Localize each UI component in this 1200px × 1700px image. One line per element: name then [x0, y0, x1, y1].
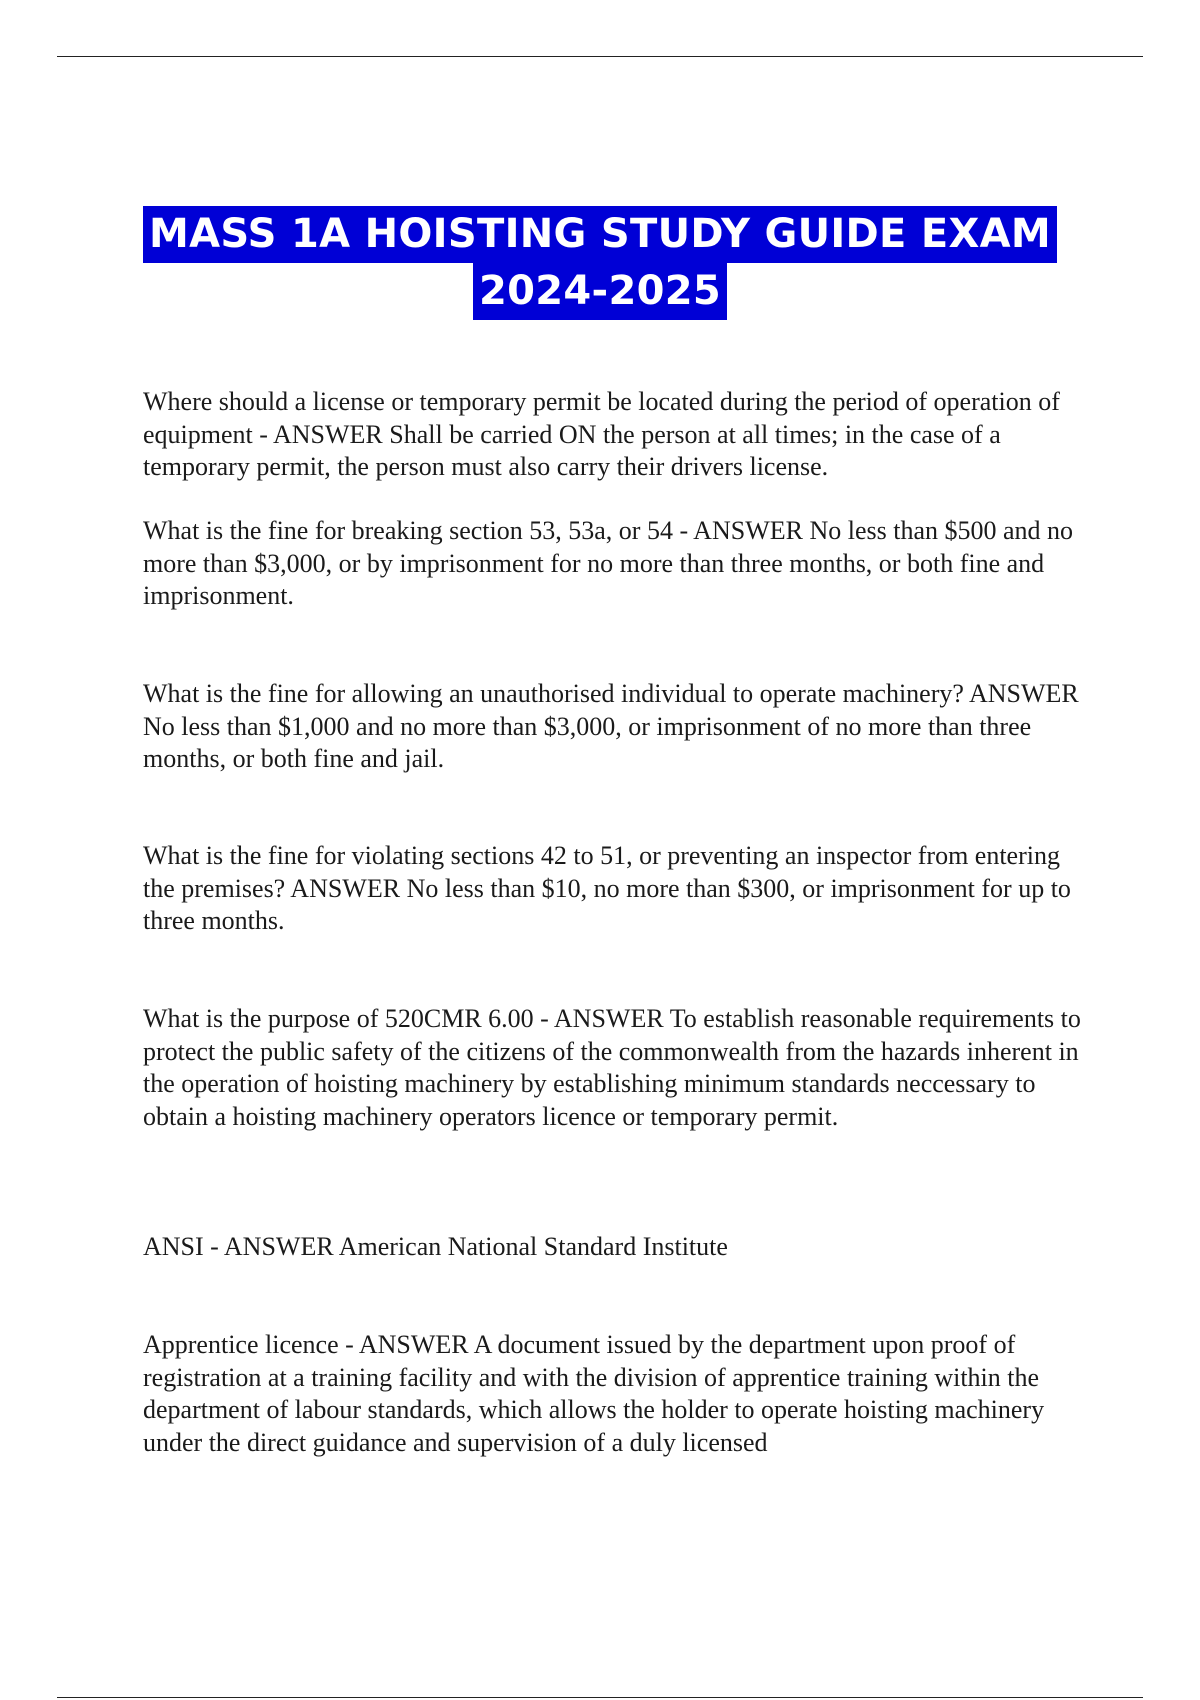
document-title	[0, 206, 1200, 320]
qa-item-fine-unauthorised-operator: What is the fine for allowing an unauthorised individual to operate machinery? ANSWER No less than $1,000 and no more than $3,000, or imprisonment of no more than three months, or both fine and jail.	[143, 679, 1079, 773]
top-rule	[57, 56, 1143, 57]
title-line-1: MASS 1A HOISTING STUDY GUIDE EXAM	[143, 206, 1057, 263]
qa-item-purpose-520cmr: What is the purpose of 520CMR 6.00 - ANSWER To establish reasonable requirements to protect the public safety of the citizens of the commonwealth from the hazards inherent in the operation of hoisting machinery by establishing minimum standards neccessary to obtain a hoisting machinery operators licence or temporary permit.	[143, 1004, 1081, 1131]
qa-item-ansi: ANSI - ANSWER American National Standard Institute	[143, 1232, 728, 1261]
title-line-2: 2024-2025	[473, 263, 727, 320]
qa-item-apprentice-licence: Apprentice licence - ANSWER A document issued by the department upon proof of registration at a training facility and with the division of apprentice training within the department of labour standards, which allows the holder to operate hoisting machinery under the direct guidance and supervision of a duly licensed	[143, 1330, 1045, 1457]
qa-item-fine-sections-42-51: What is the fine for violating sections 42 to 51, or preventing an inspector from entering the premises? ANSWER No less than $10, no more than $300, or imprisonment for up to three months.	[143, 841, 1071, 935]
bottom-rule	[57, 1697, 1143, 1698]
qa-item-license-location: Where should a license or temporary permit be located during the period of operation of equipment - ANSWER Shall be carried ON the person at all times; in the case of a temporary permit, the person must also carry their drivers license.	[143, 387, 1060, 481]
qa-item-fine-section-53: What is the fine for breaking section 53, 53a, or 54 - ANSWER No less than $500 and no more than $3,000, or by imprisonment for no more than three months, or both fine and imprisonment.	[143, 516, 1074, 610]
